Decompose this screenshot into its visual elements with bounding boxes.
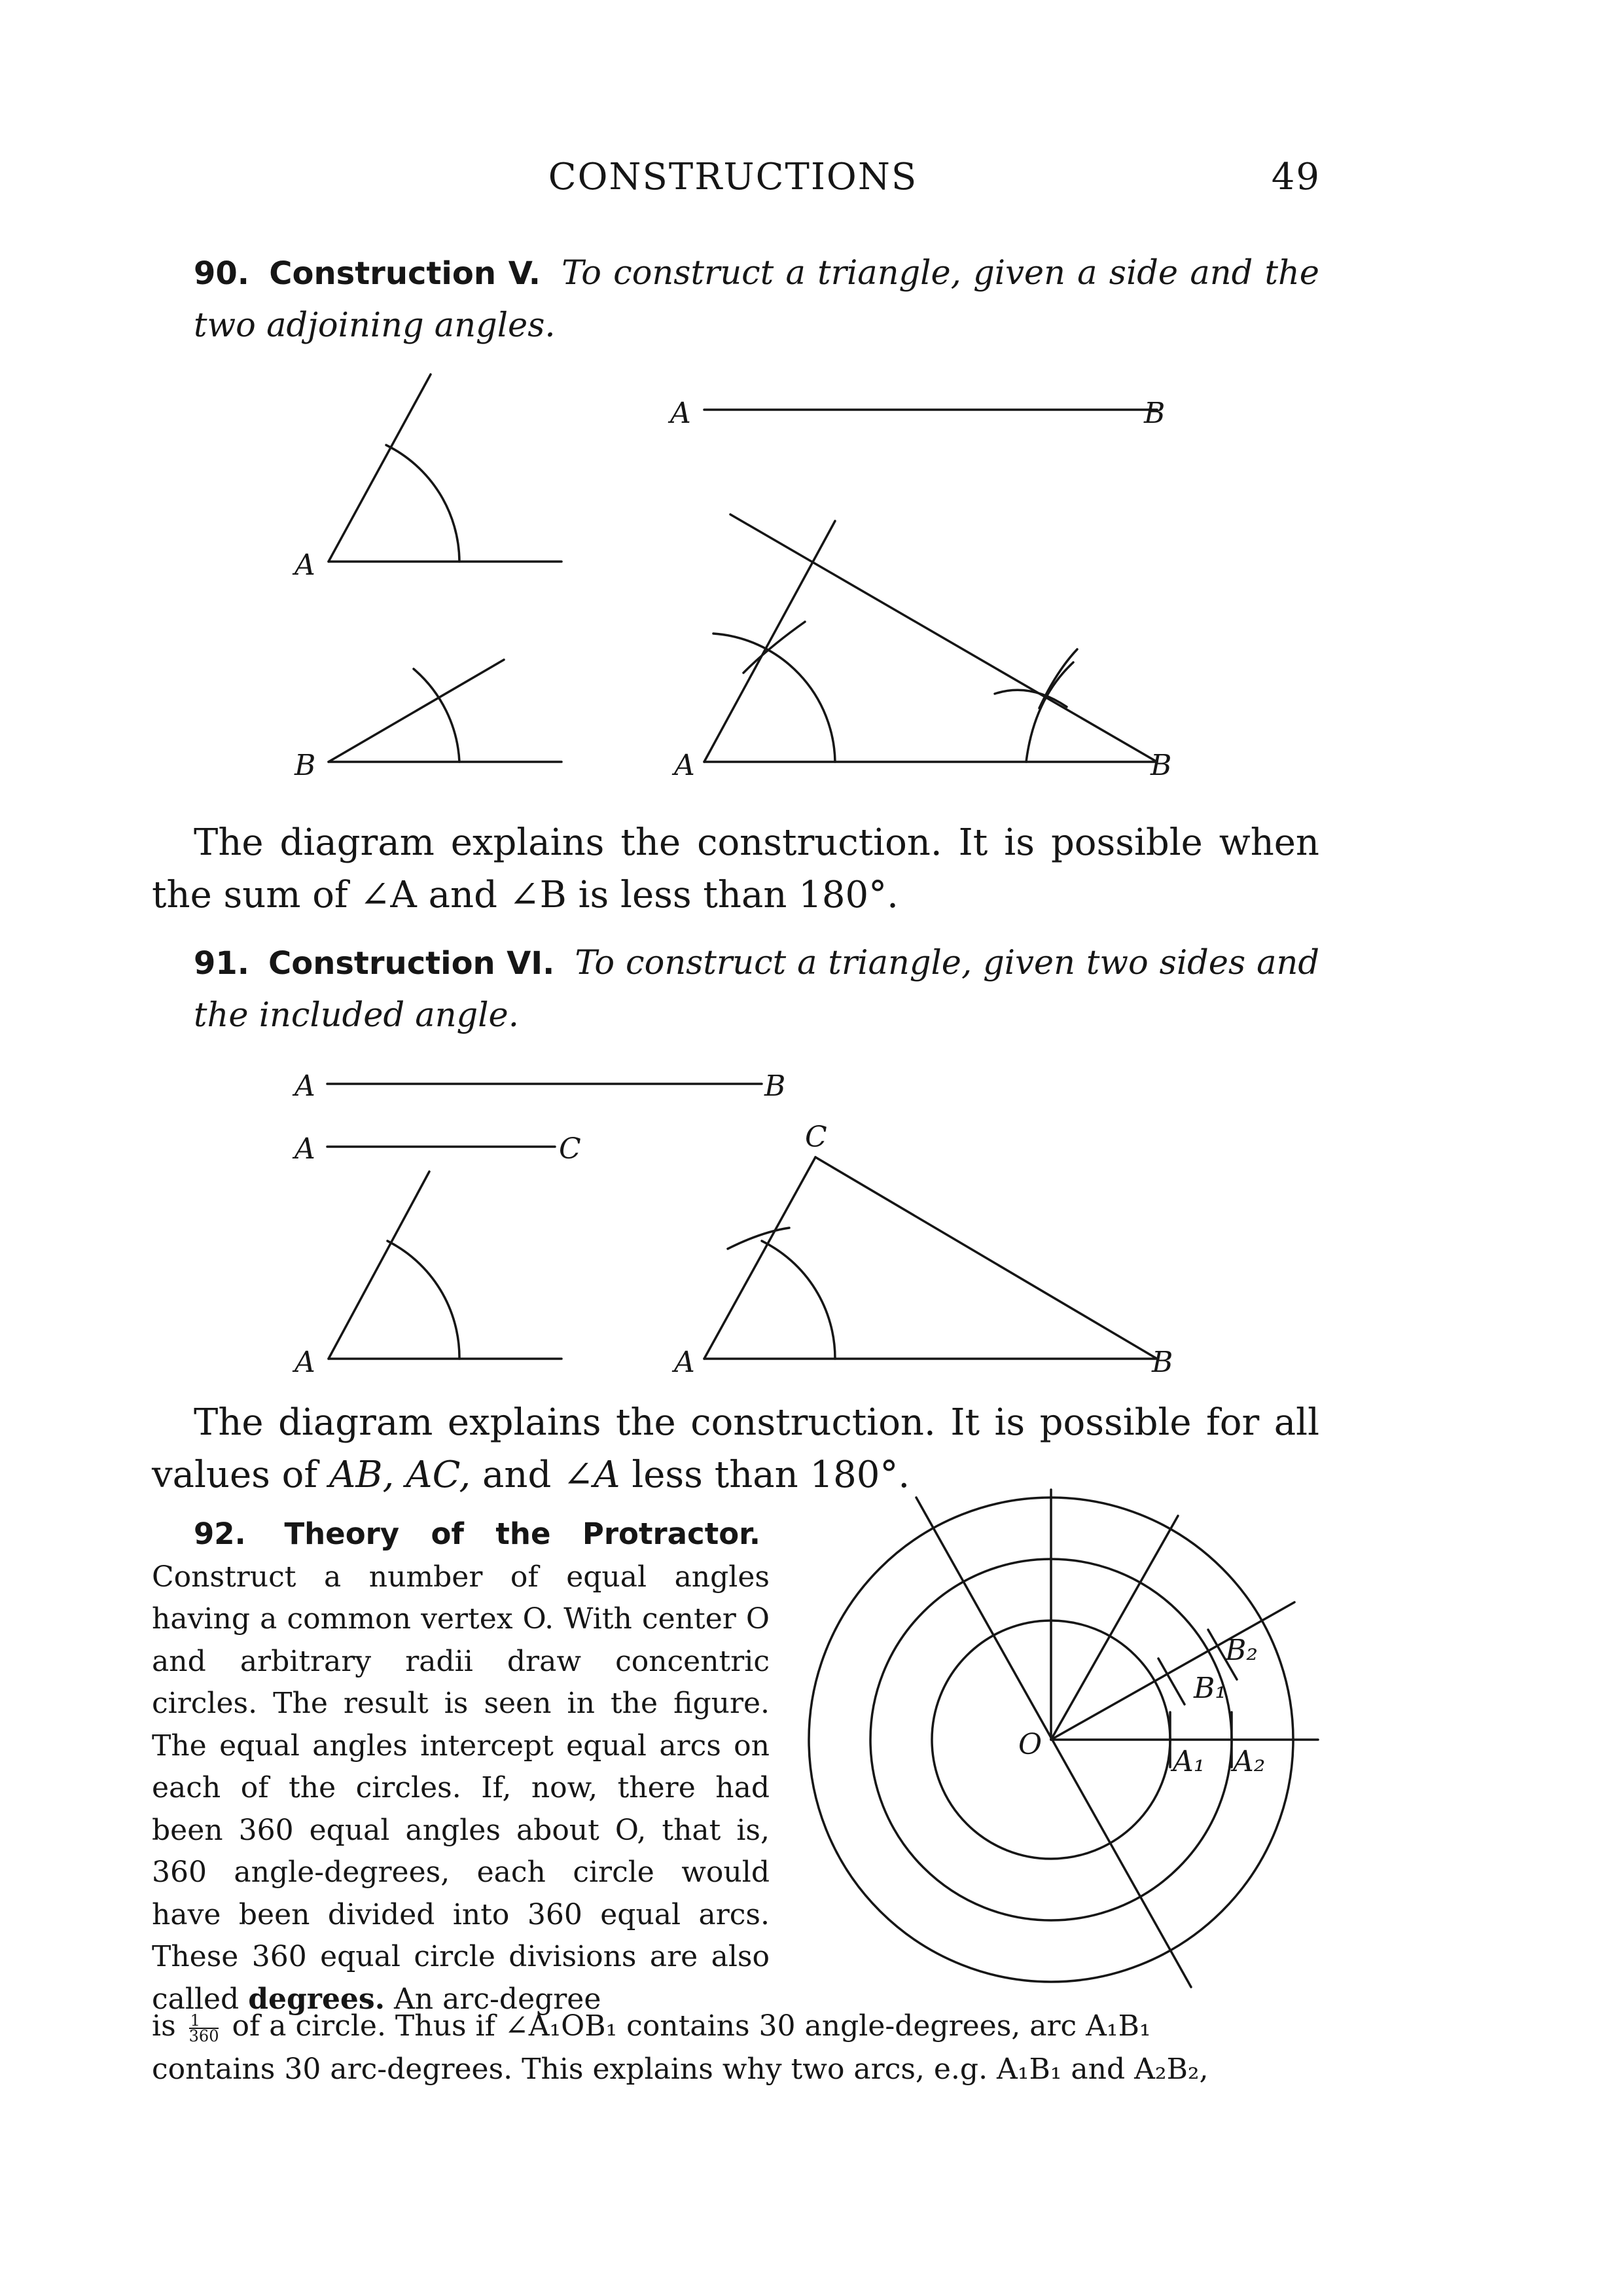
section-91-statement: To construct a triangle, given two sides and the included angle. [194,944,1320,1035]
triangle-side-ac-91 [704,1157,815,1359]
label-b-91-ab: B [764,1069,786,1103]
section-90-title: Construction V. [269,255,541,292]
triangle-cross-arc-91 [728,1228,789,1249]
figure-construction-vi [327,1084,1157,1359]
triangle-arc-b [1026,662,1073,762]
figure-labels [292,397,1265,1778]
explanation-91-angle: ∠A [563,1454,620,1496]
ray-3 [1051,1516,1178,1740]
section-92-last-line: contains 30 arc-degrees. This explains why two arcs, e.g. A₁B₁ and A₂B₂, [152,2053,1209,2086]
label-b-91-triangle: B [1152,1346,1173,1379]
label-b-90-triangle: B [1150,749,1172,782]
triangle-side-from-b [730,514,1157,762]
angle-a-arc [386,445,459,562]
angle-b-arc [414,669,459,762]
label-a-91-triangle: A [674,1346,695,1379]
figure-protractor [809,1490,1318,1987]
section-91-number: 91. [194,945,250,982]
line-is: is [152,2009,176,2043]
triangle-cross-arc-a [743,622,805,673]
section-92-body: Construct a number of equal angles having a common vertex O. With center O and arbitrary radii draw concentric circles. The result is seen in the figure. The equal angles intercept equal arcs on each of the circles. If, now, there had been 360 equal angles about O, that is, 360 angle-degrees, each circle would have been divided into 360 equal arcs. These 360 equal circle divisions are also called [152,1560,770,2016]
label-a-91-ab: A [294,1069,315,1103]
label-b2: B₂ [1225,1634,1258,1667]
triangle-arc-a-91 [762,1241,835,1359]
page-number: 49 [1271,156,1321,198]
fraction-denominator: 360 [188,2026,219,2045]
section-90-statement: To construct a triangle, given a side and the two adjoining angles. [194,254,1319,345]
angle-b-ray [329,660,504,762]
explanation-91-vars: AB, AC, [329,1454,471,1496]
section-90-explanation: The diagram explains the construction. It is possible when the sum of ∠A and ∠B is less than 180°. [152,821,1319,916]
label-a-90-side: A [670,397,691,430]
label-a-91-ac: A [294,1132,315,1166]
section-91-title: Construction VI. [268,945,555,982]
section-90-number: 90. [194,255,250,292]
label-b1: B₁ [1194,1672,1226,1705]
label-b-90-side: B [1144,397,1166,430]
section-92-number: 92. [194,1516,246,1551]
fraction-numerator: 1 [189,2013,219,2029]
angle-a-ray [329,374,431,562]
label-c-91-ac: C [559,1132,581,1166]
explanation-91-and: and [482,1454,552,1496]
section-92-title: Theory of the Protractor. [284,1516,760,1551]
ray-ob [1051,1602,1294,1740]
triangle-side-cb-91 [815,1157,1157,1359]
label-c-91-triangle: C [805,1121,827,1154]
angle-a-ray-91 [329,1172,429,1359]
section-92-after-term: An arc-degree [394,1982,601,2016]
label-a-91-angle: A [294,1346,315,1379]
triangle-side-from-a [704,521,835,762]
explanation-91-end: less than 180°. [632,1454,910,1496]
ray-through-o [916,1498,1191,1987]
angle-a-arc-91 [387,1241,459,1359]
label-a-90-triangle: A [674,749,695,782]
running-head: CONSTRUCTIONS [548,156,918,198]
explanation-91-start: The diagram explains the construction. It is possible for all values of [152,1401,1319,1496]
label-b-90-angle: B [294,749,316,782]
term-degrees: degrees. [248,1982,385,2016]
figure-construction-v [329,374,1157,762]
label-a1: A₁ [1173,1745,1205,1778]
label-a-90-angle: A [294,548,315,582]
triangle-arc-a [713,634,835,762]
line-rest: of a circle. Thus if ∠A₁OB₁ contains 30 angle-degrees, arc A₁B₁ [232,2009,1151,2043]
label-a2: A₂ [1233,1745,1266,1778]
label-o: O [1018,1728,1043,1761]
